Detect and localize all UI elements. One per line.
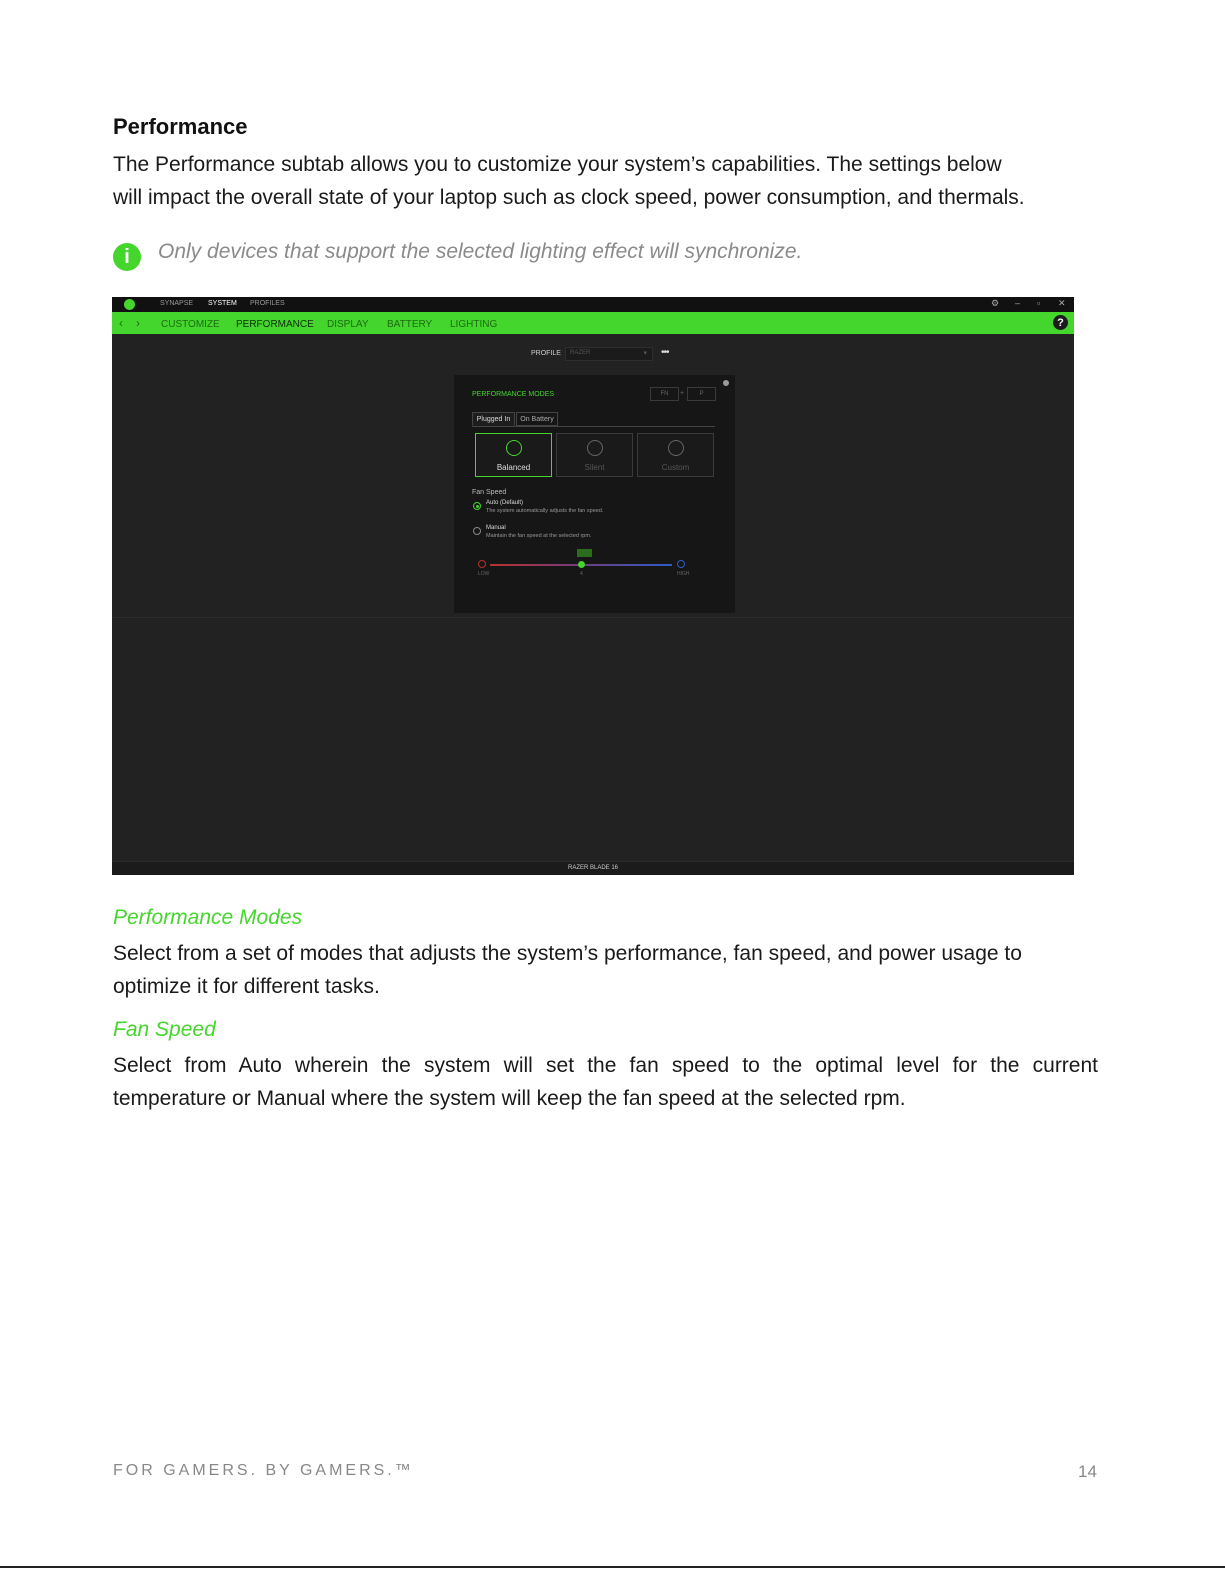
info-dot-icon[interactable] bbox=[723, 380, 729, 386]
custom-gear-icon bbox=[668, 440, 684, 456]
back-arrow-icon[interactable]: ‹ bbox=[119, 316, 123, 330]
section-heading: Performance bbox=[113, 114, 248, 139]
forward-arrow-icon[interactable]: › bbox=[136, 316, 140, 330]
slider-high-label: HIGH bbox=[677, 571, 690, 577]
paragraph-line: Select from Auto wherein the system will set the fan speed to the optimal level for the current bbox=[113, 1054, 1098, 1077]
paragraph-line: temperature or Manual where the system will keep the fan speed at the selected rpm. bbox=[113, 1087, 906, 1110]
profile-label: PROFILE bbox=[531, 350, 561, 357]
razer-logo-icon bbox=[124, 299, 135, 310]
slider-value-badge bbox=[577, 549, 592, 557]
app-screenshot bbox=[112, 297, 1074, 875]
shortcut-key-p: P bbox=[687, 387, 716, 401]
fan-speed-heading: Fan Speed bbox=[113, 1018, 216, 1041]
fan-speed-paragraph bbox=[113, 1049, 1098, 1115]
mode-label: Custom bbox=[661, 463, 690, 472]
intro-line: will impact the overall state of your laptop such as clock speed, power consumption, and thermals. bbox=[113, 186, 1025, 209]
close-icon[interactable]: ✕ bbox=[1058, 298, 1066, 308]
tab-plugged-in[interactable]: Plugged In bbox=[472, 412, 515, 426]
mode-label: Balanced bbox=[496, 463, 531, 472]
top-tab-synapse[interactable]: SYNAPSE bbox=[160, 300, 194, 307]
settings-icon[interactable]: ⚙ bbox=[991, 298, 1000, 308]
paragraph-line: optimize it for different tasks. bbox=[113, 975, 380, 998]
intro-line: The Performance subtab allows you to customize your system’s capabilities. The settings below bbox=[113, 153, 1002, 176]
fan-manual-description: Maintain the fan speed at the selected rpm. bbox=[486, 533, 592, 539]
content-divider bbox=[112, 617, 1074, 618]
performance-modes-panel bbox=[454, 375, 735, 613]
mode-silent-button[interactable] bbox=[556, 433, 633, 477]
intro-paragraph bbox=[113, 148, 1098, 214]
page-bottom-rule bbox=[0, 1566, 1225, 1568]
low-fan-icon bbox=[478, 560, 486, 568]
maximize-icon[interactable]: ▫ bbox=[1037, 298, 1041, 308]
tab-performance[interactable]: PERFORMANCE bbox=[236, 319, 314, 330]
mode-balanced-button[interactable] bbox=[475, 433, 552, 477]
top-tab-profiles[interactable]: PROFILES bbox=[250, 300, 285, 307]
fan-manual-radio[interactable] bbox=[473, 527, 481, 535]
panel-title: PERFORMANCE MODES bbox=[472, 391, 555, 398]
shortcut-plus: + bbox=[680, 390, 685, 397]
note-text: Only devices that support the selected lighting effect will synchronize. bbox=[158, 240, 803, 263]
mode-custom-button[interactable] bbox=[637, 433, 714, 477]
tab-battery[interactable]: BATTERY bbox=[387, 319, 433, 330]
paragraph-line: Select from a set of modes that adjusts the system’s performance, fan speed, and power usage to bbox=[113, 942, 1022, 965]
slider-mid-label: 4 bbox=[580, 571, 583, 577]
device-status-bar bbox=[112, 861, 1074, 875]
help-icon[interactable]: ? bbox=[1053, 315, 1068, 330]
performance-modes-heading: Performance Modes bbox=[113, 906, 303, 929]
top-tab-system[interactable]: SYSTEM bbox=[208, 300, 237, 307]
title-bar bbox=[112, 297, 1074, 312]
footer-tagline: FOR GAMERS. BY GAMERS.™ bbox=[113, 1462, 414, 1479]
device-name: RAZER BLADE 16 bbox=[567, 865, 619, 871]
gauge-icon bbox=[506, 440, 522, 456]
shortcut-key-fn: FN bbox=[650, 387, 679, 401]
fan-auto-label: Auto (Default) bbox=[486, 500, 524, 506]
mode-label: Silent bbox=[584, 463, 605, 472]
profile-value: RAZER bbox=[570, 350, 591, 356]
fan-speed-label: Fan Speed bbox=[472, 489, 507, 496]
tab-display[interactable]: DISPLAY bbox=[327, 319, 369, 330]
tab-lighting[interactable]: LIGHTING bbox=[450, 319, 498, 330]
fan-auto-description: The system automatically adjusts the fan speed. bbox=[486, 508, 604, 514]
tab-customize[interactable]: CUSTOMIZE bbox=[161, 319, 220, 330]
page-number: 14 bbox=[1078, 1462, 1097, 1481]
minimize-icon[interactable]: – bbox=[1015, 298, 1021, 308]
high-fan-icon bbox=[677, 560, 685, 568]
fan-manual-label: Manual bbox=[486, 525, 506, 531]
profile-dropdown[interactable] bbox=[565, 347, 653, 361]
performance-modes-paragraph bbox=[113, 937, 1098, 1003]
slider-handle[interactable] bbox=[578, 561, 585, 568]
tab-divider bbox=[472, 426, 715, 427]
info-icon: i bbox=[113, 243, 141, 271]
chevron-down-icon: ▾ bbox=[643, 350, 647, 357]
fan-icon bbox=[587, 440, 603, 456]
more-options-button[interactable]: ••• bbox=[661, 347, 669, 358]
slider-low-label: LOW bbox=[478, 571, 490, 577]
sub-nav-bar bbox=[112, 312, 1074, 334]
tab-on-battery[interactable]: On Battery bbox=[516, 412, 558, 426]
fan-auto-radio[interactable] bbox=[473, 502, 481, 510]
